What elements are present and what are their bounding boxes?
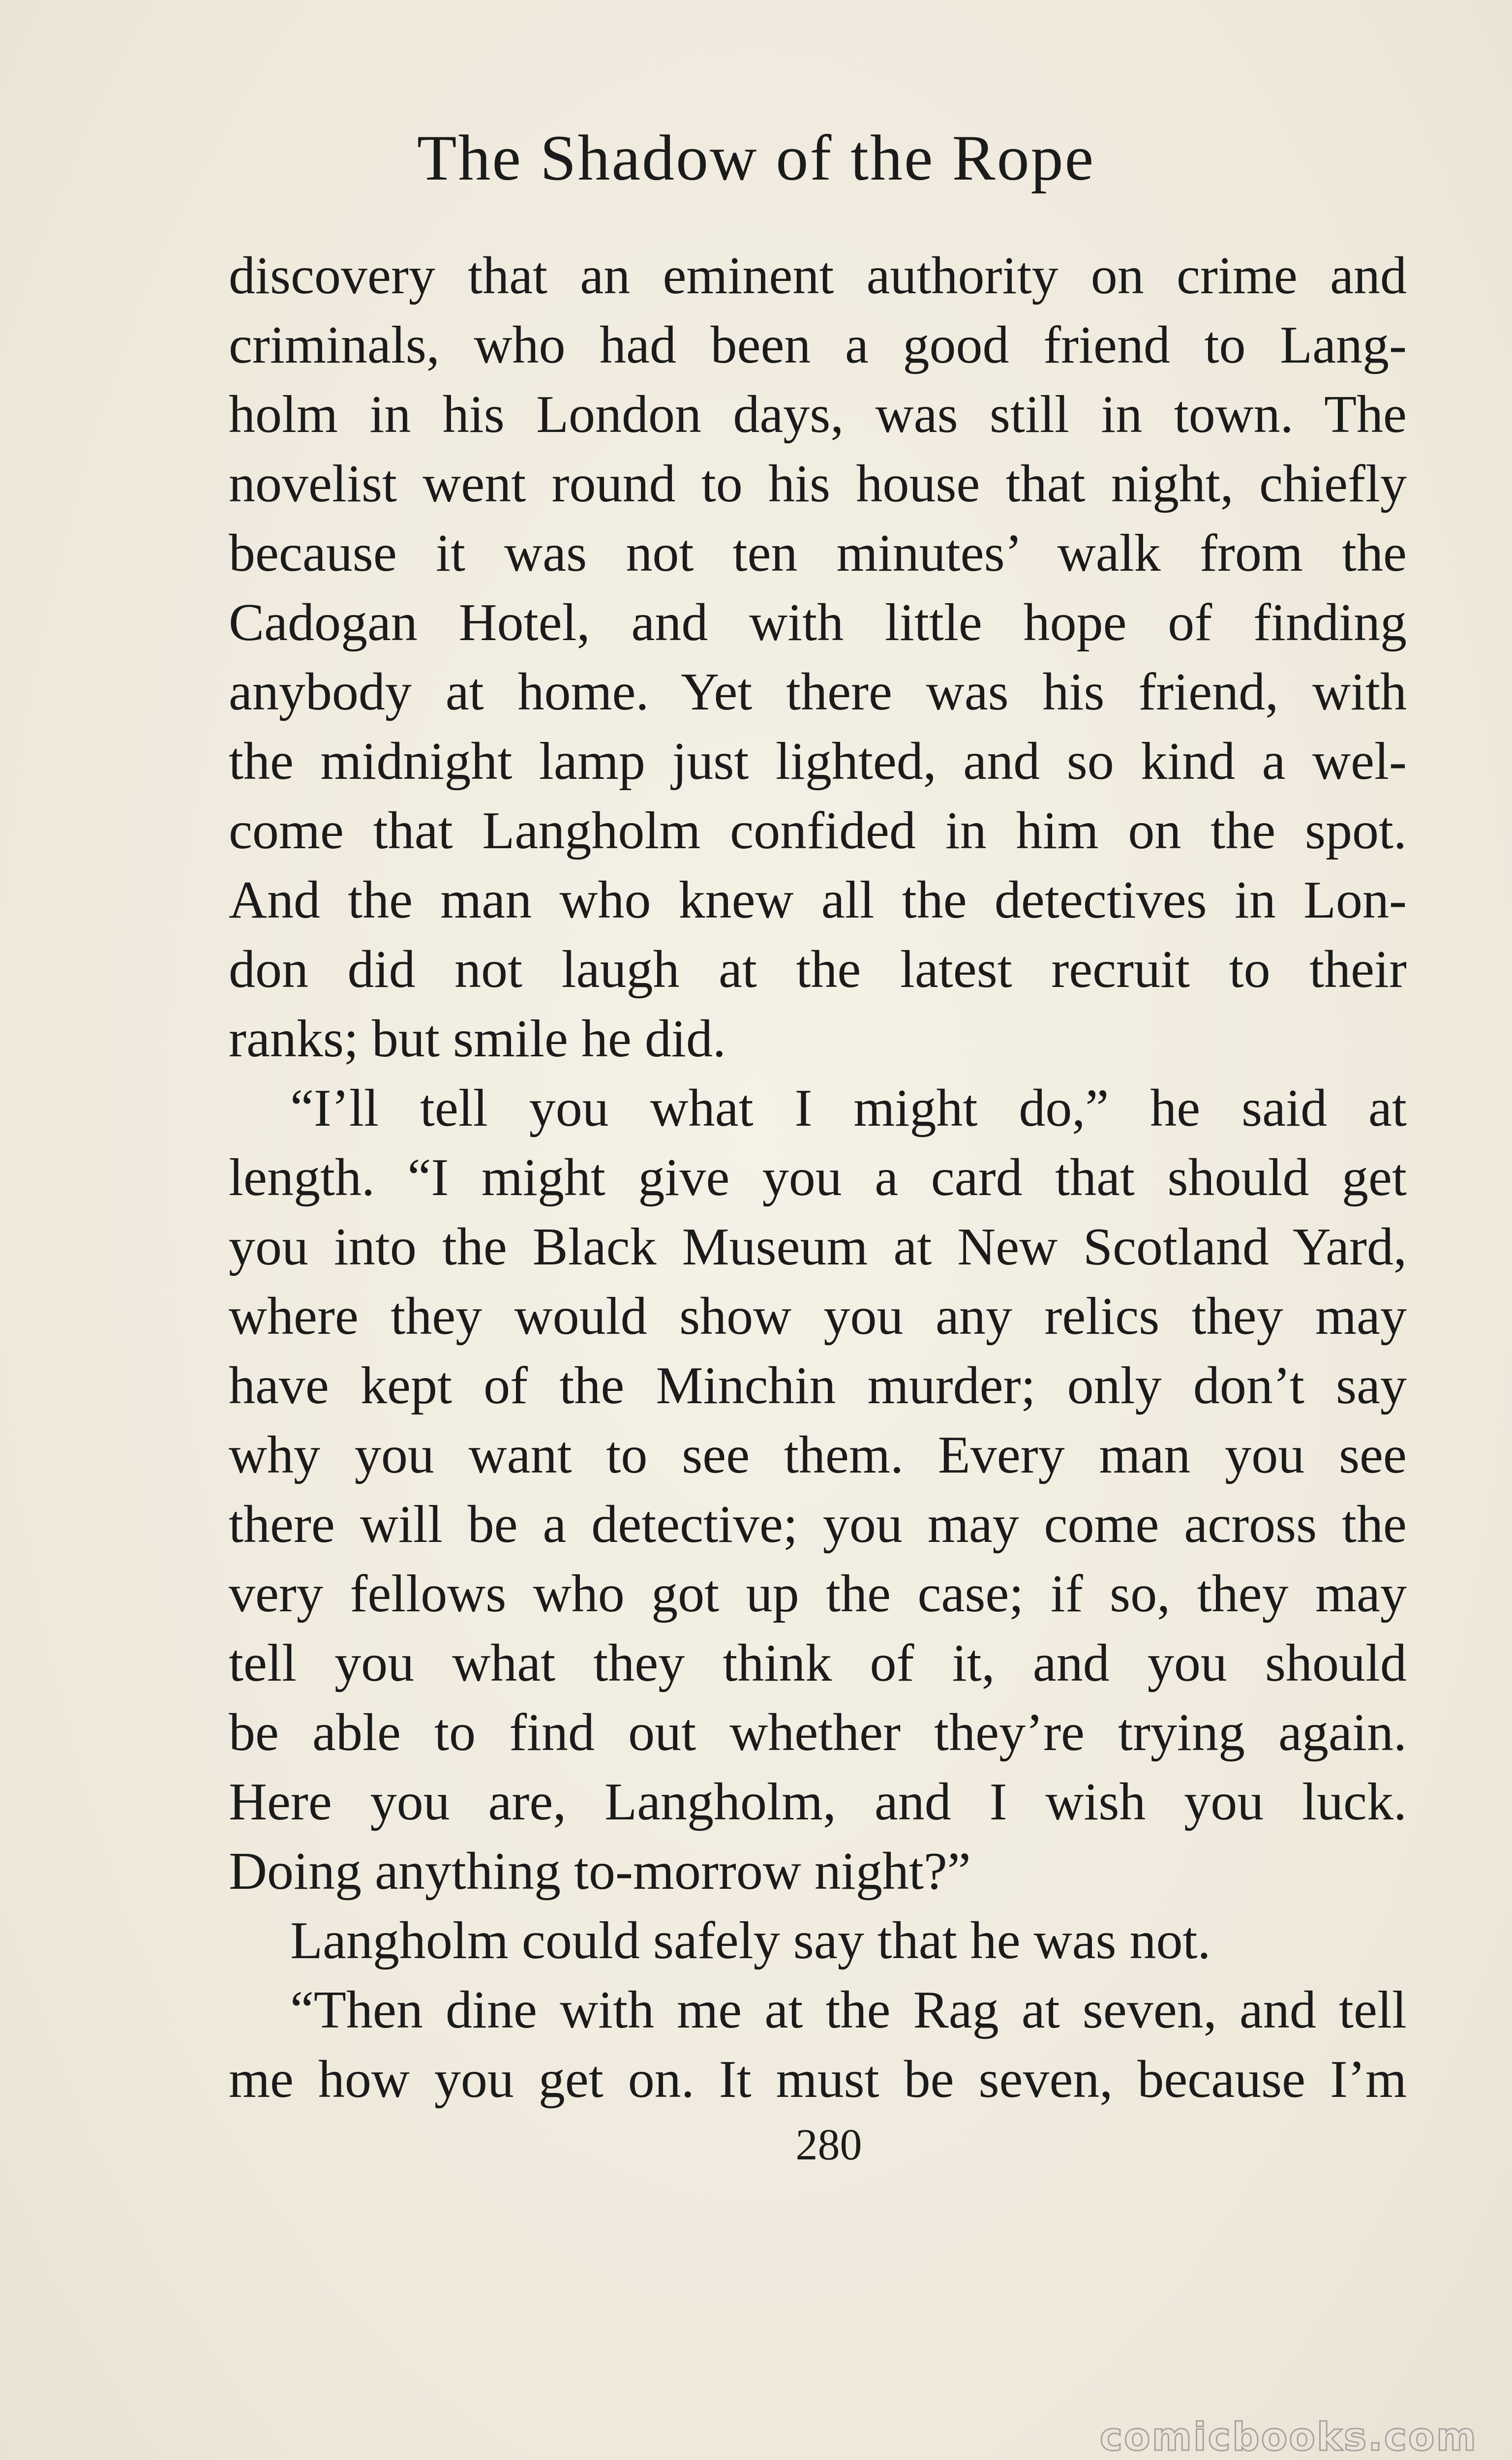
paragraph-start-line: “Then dine with me at the Rag at seven, and tell [290, 1981, 1407, 2039]
text-line: anybody at home. Yet there was his friend, with [229, 663, 1407, 721]
paragraph-end-line: ranks; but smile he did. [229, 1010, 726, 1068]
paragraph-start-line: “I’ll tell you what I might do,” he said at [290, 1079, 1407, 1138]
text-line: tell you what they think of it, and you should [229, 1634, 1407, 1692]
running-head: The Shadow of the Rope [417, 122, 1095, 194]
text-line: criminals, who had been a good friend to Lang- [229, 316, 1407, 374]
text-line: where they would show you any relics they may [229, 1287, 1407, 1346]
watermark: comicbooks.com [1099, 2415, 1478, 2460]
paragraph-line: Langholm could safely say that he was not. [290, 1911, 1211, 1970]
text-line: And the man who knew all the detectives in Lon- [229, 871, 1407, 929]
text-line: length. “I might give you a card that should get [229, 1148, 1407, 1207]
text-line: why you want to see them. Every man you see [229, 1426, 1407, 1484]
text-line: novelist went round to his house that night, chiefly [229, 455, 1407, 513]
text-line: because it was not ten minutes’ walk from the [229, 524, 1407, 583]
text-line: Cadogan Hotel, and with little hope of finding [229, 593, 1407, 652]
text-line: discovery that an eminent authority on crime and [229, 246, 1407, 305]
text-line: very fellows who got up the case; if so, they may [229, 1565, 1407, 1623]
text-line: don did not laugh at the latest recruit to their [229, 940, 1407, 999]
text-line: Here you are, Langholm, and I wish you luck. [229, 1773, 1407, 1831]
text-line: me how you get on. It must be seven, because I’m [229, 2050, 1407, 2109]
text-line: come that Langholm confided in him on the spot. [229, 801, 1407, 860]
text-line: holm in his London days, was still in town. The [229, 385, 1407, 444]
text-line: have kept of the Minchin murder; only don’t say [229, 1356, 1407, 1415]
body-text [229, 241, 1407, 2114]
page-number: 280 [795, 2121, 862, 2169]
text-line: you into the Black Museum at New Scotland Yard, [229, 1218, 1407, 1276]
text-line: there will be a detective; you may come across the [229, 1495, 1407, 1554]
text-line: the midnight lamp just lighted, and so kind a wel- [229, 732, 1407, 791]
text-line: be able to find out whether they’re trying again. [229, 1703, 1407, 1762]
paragraph-end-line: Doing anything to-morrow night?” [229, 1842, 971, 1901]
